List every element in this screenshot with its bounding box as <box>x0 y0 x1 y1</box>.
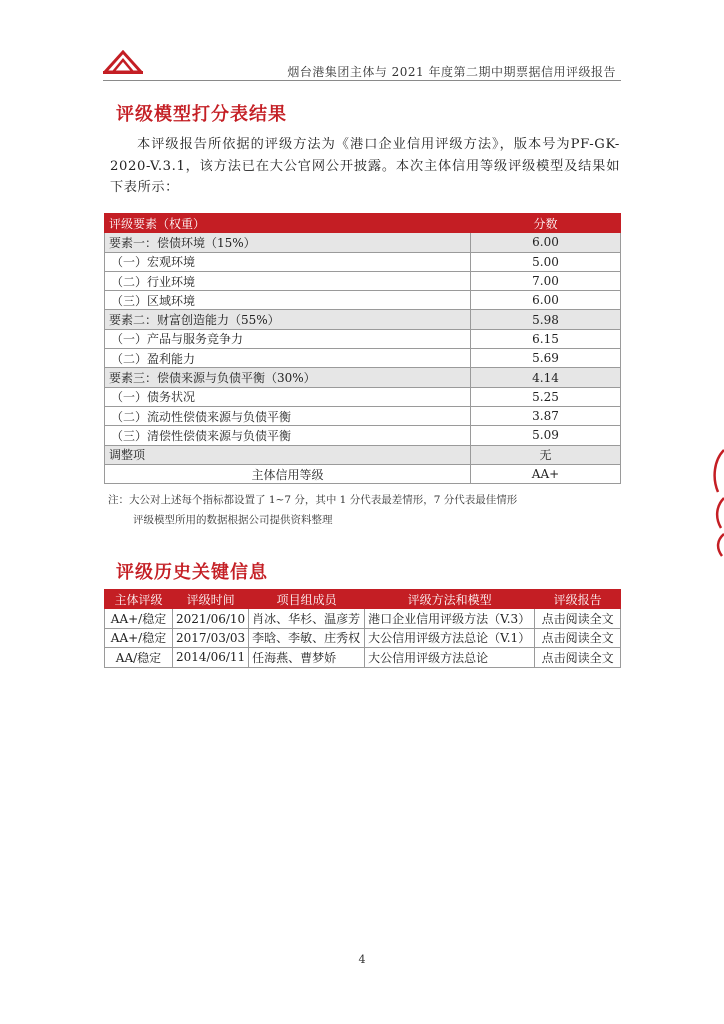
read-full-report-link[interactable]: 点击阅读全文 <box>535 609 621 628</box>
score-row-sub <box>105 271 621 290</box>
score-row-value: 6.00 <box>471 291 621 310</box>
history-row <box>105 609 621 628</box>
score-row-value: 5.69 <box>471 349 621 368</box>
history-table-header-row <box>105 590 621 609</box>
score-row-label: 要素二：财富创造能力（55%） <box>105 310 471 329</box>
score-row-value: AA+ <box>471 464 621 483</box>
page-number: 4 <box>358 953 366 966</box>
history-rating-cell: AA+/稳定 <box>105 609 173 628</box>
history-date-cell: 2021/06/10 <box>173 609 249 628</box>
history-members-cell: 任海燕、曹梦娇 <box>249 648 365 667</box>
score-row-factor <box>105 233 621 252</box>
score-row-label: （三）清偿性偿债来源与负债平衡 <box>105 426 471 445</box>
score-row-factor <box>105 368 621 387</box>
score-row-sub <box>105 252 621 271</box>
history-row <box>105 628 621 647</box>
score-row-factor <box>105 310 621 329</box>
section-title-model-score: 评级模型打分表结果 <box>116 104 287 125</box>
header-date: 评级时间 <box>173 590 249 609</box>
read-full-report-link[interactable]: 点击阅读全文 <box>535 648 621 667</box>
score-row-sub <box>105 387 621 406</box>
history-date-cell: 2014/06/11 <box>173 648 249 667</box>
history-rating-cell: AA+/稳定 <box>105 628 173 647</box>
score-row-label: （三）区域环境 <box>105 291 471 310</box>
rating-history-table <box>104 589 621 668</box>
score-row-label: （一）债务状况 <box>105 387 471 406</box>
header-score: 分数 <box>471 214 621 233</box>
score-row-value: 4.14 <box>471 368 621 387</box>
score-row-sub <box>105 406 621 425</box>
score-row-label: （二）盈利能力 <box>105 349 471 368</box>
score-row-sub <box>105 426 621 445</box>
table-note: 注：大公对上述每个指标都设置了 1~7 分，其中 1 分代表最差情形，7 分代表最佳情形 <box>108 494 518 506</box>
score-row-label: 要素一：偿债环境（15%） <box>105 233 471 252</box>
score-row-sub <box>105 329 621 348</box>
header-report: 评级报告 <box>535 590 621 609</box>
score-row-label: 要素三：偿债来源与负债平衡（30%） <box>105 368 471 387</box>
score-row-label: 调整项 <box>105 445 471 464</box>
score-row-label: （二）行业环境 <box>105 271 471 290</box>
score-row-adjust <box>105 445 621 464</box>
score-row-value: 7.00 <box>471 271 621 290</box>
history-method-cell: 港口企业信用评级方法（V.3） <box>365 609 535 628</box>
score-row-sub <box>105 291 621 310</box>
header-method: 评级方法和模型 <box>365 590 535 609</box>
section-title-rating-history: 评级历史关键信息 <box>116 562 268 583</box>
header-rating: 主体评级 <box>105 590 173 609</box>
score-row-value: 5.00 <box>471 252 621 271</box>
header-members: 项目组成员 <box>249 590 365 609</box>
side-seal-mark-icon <box>708 448 724 558</box>
score-row-value: 3.87 <box>471 406 621 425</box>
score-row-value: 5.98 <box>471 310 621 329</box>
history-row <box>105 648 621 667</box>
score-row-label: 主体信用等级 <box>105 464 471 483</box>
score-row-label: （一）宏观环境 <box>105 252 471 271</box>
score-row-value: 5.25 <box>471 387 621 406</box>
header-title: 烟台港集团主体与 2021 年度第二期中期票据信用评级报告 <box>287 65 616 79</box>
score-row-value: 5.09 <box>471 426 621 445</box>
score-row-label: （二）流动性偿债来源与负债平衡 <box>105 406 471 425</box>
history-method-cell: 大公信用评级方法总论（V.1） <box>365 628 535 647</box>
score-row-sub <box>105 349 621 368</box>
score-table-header-row <box>105 214 621 233</box>
header-factor: 评级要素（权重） <box>105 214 471 233</box>
score-row-value: 无 <box>471 445 621 464</box>
intro-paragraph: 本评级报告所依据的评级方法为《港口企业信用评级方法》，版本号为PF-GK-2020-V.3.1，该方法已在大公官网公开披露。本次主体信用等级评级模型及结果如下表所示： <box>110 137 620 195</box>
history-method-cell: 大公信用评级方法总论 <box>365 648 535 667</box>
read-full-report-link[interactable]: 点击阅读全文 <box>535 628 621 647</box>
score-table <box>104 213 621 484</box>
history-date-cell: 2017/03/03 <box>173 628 249 647</box>
company-logo-icon <box>103 50 143 74</box>
score-row-label: （一）产品与服务竞争力 <box>105 329 471 348</box>
history-rating-cell: AA/稳定 <box>105 648 173 667</box>
header-divider <box>103 80 621 81</box>
score-row-final <box>105 464 621 483</box>
data-source-note: 评级模型所用的数据根据公司提供资料整理 <box>133 514 333 526</box>
history-members-cell: 肖冰、华杉、温彦芳 <box>249 609 365 628</box>
score-row-value: 6.00 <box>471 233 621 252</box>
score-row-value: 6.15 <box>471 329 621 348</box>
history-members-cell: 李晗、李敏、庄秀权 <box>249 628 365 647</box>
